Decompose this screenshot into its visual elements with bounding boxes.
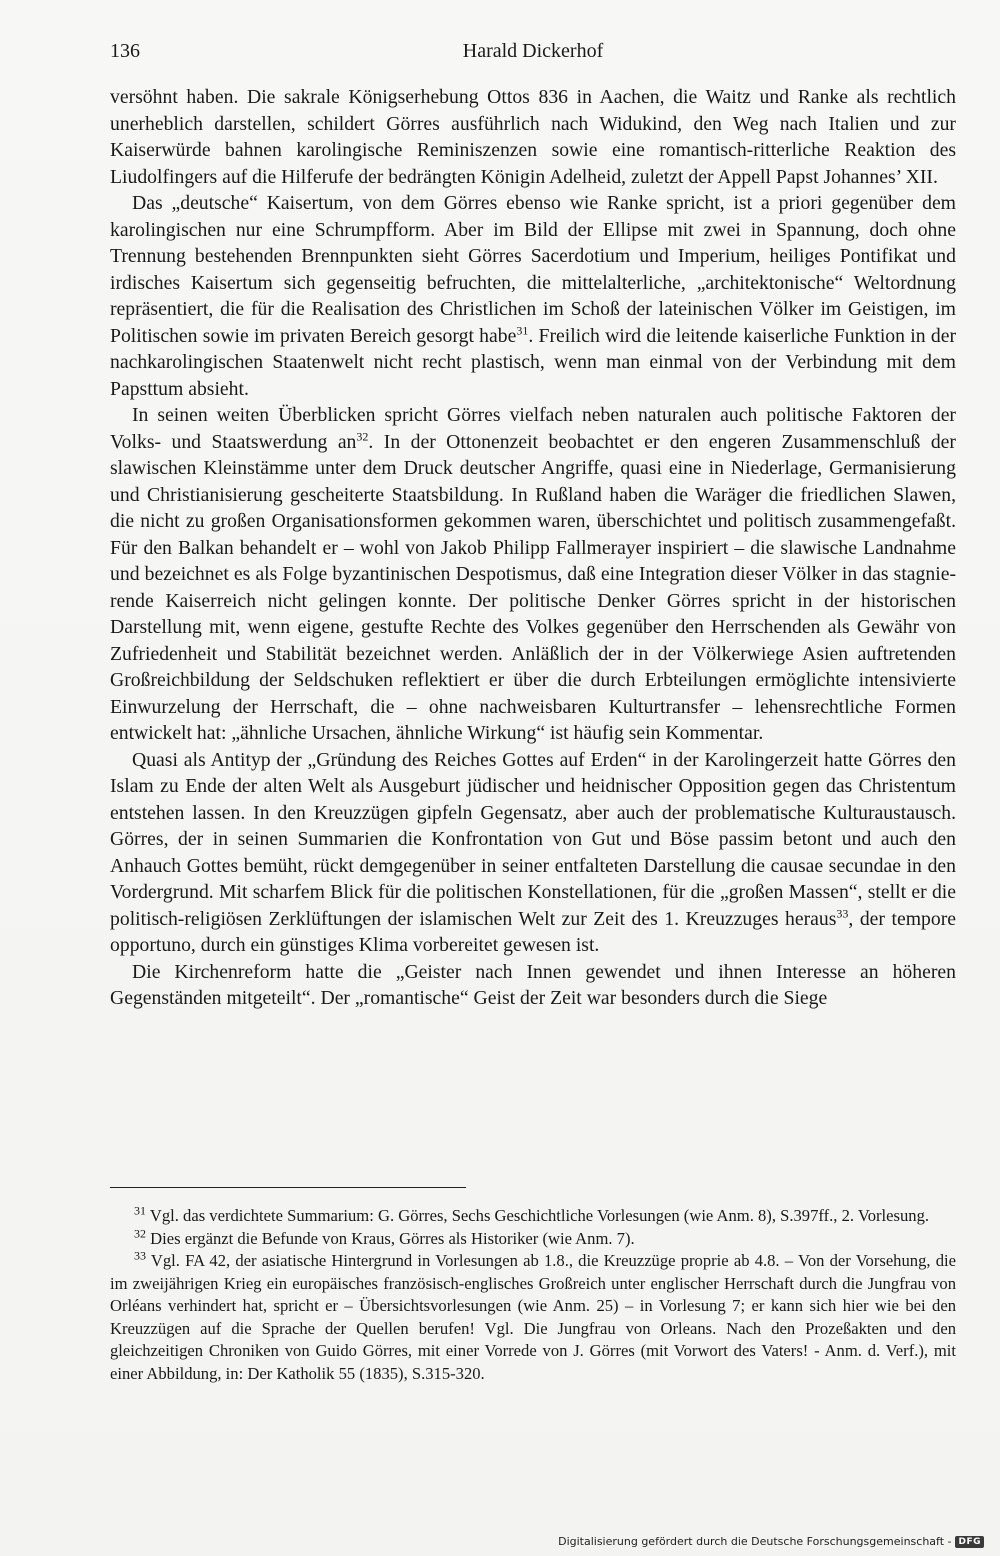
digitization-credit xyxy=(558,1535,984,1548)
paragraph-2-part-b: . Freilich wird die leitende kaiserliche Funktion in der nachkarolingischen Staatenwelt nicht recht plastisch, wenn man einmal von der Verbindung mit dem Papsttum absieht. xyxy=(110,324,956,400)
paragraph-4-part-a: Quasi als Antityp der „Gründung des Reiches Gottes auf Erden“ in der Karolingerzeit hatte Görres den Islam zu Ende der alten Welt als Ausgeburt jüdischer und heidnischer Opposition gegen das Christentum entstehen lassen. In den Kreuzzügen gipfeln Gegensatz, aber auch der problematische Kulturaustausch. Görres, der in seinen Summarien die Konfrontation von Gut und Böse passim betont und auch den Anhauch Gottes bemüht, rückt demgegenüber in seiner entfalteten Darstellung die causae secundae in den Vordergrund. Mit scharfem Blick für die politischen Konstellationen, für die „großen Massen“, stellt er die politisch-religiösen Zerklüftungen der islamischen Welt zur Zeit des 1. Kreuzzuges heraus xyxy=(110,748,956,930)
footnote-ref-32: 32 xyxy=(356,428,369,443)
paragraph-2-part-a: Das „deutsche“ Kaisertum, von dem Görres ebenso wie Ranke spricht, ist a priori gegenüber dem karolingischen nur eine Schrumpfform. Aber im Bild der Ellipse mit zwei in Spannung, doch ohne Trennung bestehenden Brennpunkten sieht Görres Sacerdotium und Imperium, heiliges Pontifikat und irdisches Kaisertum sich gegenseitig befruchten, die mittelalterliche, „architektonische“ Weltordnung repräsentiert, die für die Realisation des Christlichen im Schoß der lateinischen Völker im Geistigen, im Politischen sowie im privaten Bereich gesorgt habe xyxy=(110,192,956,347)
footnote-31 xyxy=(110,1205,956,1228)
dfg-logo: DFG xyxy=(955,1536,984,1548)
running-head: Harald Dickerhof xyxy=(462,40,604,62)
footnote-text: Vgl. FA 42, der asiatische Hintergrund in Vorlesungen ab 1.8., die Kreuzzüge proprie ab 4.8. – Von der Vorsehung, die im zweijährigen Krieg ein europäisches französisch-englisches Großreich unter englischer Herrschaft durch die Jungfrau von Orléans verhindert hat, spricht er – Übersichtsvorlesungen (wie Anm. 25) – in Vorlesung 7; er kann sich hier wie bei den Kreuzzügen auf die Sprache der Quellen berufen! Vgl. Die Jungfrau von Orleans. Nach den Prozeßakten und den gleichzeitigen Chroniken von Guido Görres, mit einer Vorrede von J. Görres (mit Vorwort des Vaters! - Anm. d. Verf.), mit einer Abbildung, in: Der Katholik 55 (1835), S.315-320. xyxy=(110,1251,956,1383)
paragraph-1: versöhnt haben. Die sakrale Königserhebung Ottos 836 in Aachen, die Waitz und Ranke als rechtlich unerheblich darstellen, schildert Görres ausführlich nach Widukind, den Weg nach Italien und zur Kaiserwürde bahnen karolingische Reminiszenzen sowie eine romantisch-ritterliche Reaktion des Liudolfingers auf die Hilferufe der bedrängten Königin Adelheid, zuletzt der Appell Papst Johannes’ XII. xyxy=(110,86,956,188)
footnotes xyxy=(110,1205,956,1385)
footnote-number: 33 xyxy=(134,1248,146,1263)
footnote-divider xyxy=(110,1187,466,1188)
paragraph-3 xyxy=(110,402,956,747)
paragraph-2 xyxy=(110,190,956,402)
footnote-text: Dies ergänzt die Befunde von Kraus, Görres als Historiker (wie Anm. 7). xyxy=(146,1228,635,1248)
paragraph-4-part-b: , der tempore opportuno, durch ein günstiges Klima vorbereitet gewesen ist. xyxy=(110,907,956,956)
footnote-ref-31: 31 xyxy=(516,322,529,337)
page-number: 136 xyxy=(110,40,140,62)
footnote-number: 31 xyxy=(134,1203,146,1218)
paragraph-4 xyxy=(110,747,956,959)
paragraph-5: Die Kirchenreform hatte die „Geister nach Innen gewendet und ihnen Interesse an höheren Gegenständen mitgeteilt“. Der „romantische“ Geist der Zeit war besonders durch die Siege xyxy=(110,960,956,1009)
footnote-32 xyxy=(110,1225,956,1251)
page-header xyxy=(110,40,956,70)
paragraph-3-part-a: In seinen weiten Überblicken spricht Görres vielfach neben naturalen auch politische Faktoren der Volks- und Staatswerdung an xyxy=(110,404,956,453)
footnote-33 xyxy=(110,1250,956,1385)
paragraph-3-part-b: . In der Ottonenzeit beobachtet er den engeren Zusammenschluß der slawischen Kleinstämme unter dem Druck deutscher Angriffe, quasi eine in Niederlage, Germanisierung und Christianisierung gescheiterte Staatsbildung. In Rußland haben die Waräger die friedlichen Slawen, die nicht zu großen Organisationsformen gekommen waren, überschichtet und politisch zusammengefaßt. Für den Balkan behandelt er – wohl von Jakob Philipp Fallmerayer inspiriert – die slawische Landnahme und bezeichnet es als Folge byzantinischen Despotismus, daß eine Integration dieser Völker in das stagnierende Kaiserreich nicht gelingen konnte. Der politische Denker Görres spricht in der historischen Darstellung mit, wenn eigene, gestufte Rechte des Volkes gegenüber den Herrschenden als Gewähr von Zufriedenheit und Stabilität bezeichnet werden. Anläßlich der in der Völkerwiege Asien auftretenden Großreichbildung der Seldschuken reflektiert er über die durch Erbteilungen ermöglichte intensivierte Einwurzelung der Herrschaft, die – ohne nachweisbaren Kulturtransfer – lehensrechtliche Formen entwickelt hat: „ähnliche Ursachen, ähnliche Wirkung“ ist häufig sein Kommentar. xyxy=(110,430,956,744)
footnote-ref-33: 33 xyxy=(836,905,849,920)
body-text xyxy=(110,84,956,1012)
footnote-text: Vgl. das verdichtete Summarium: G. Görres, Sechs Geschichtliche Vorlesungen (wie Anm. 8), S.397ff., 2. Vorlesung. xyxy=(146,1206,930,1225)
credit-text: Digitalisierung gefördert durch die Deutsche Forschungsgemeinschaft - xyxy=(558,1535,952,1548)
footnote-number: 32 xyxy=(134,1225,146,1240)
